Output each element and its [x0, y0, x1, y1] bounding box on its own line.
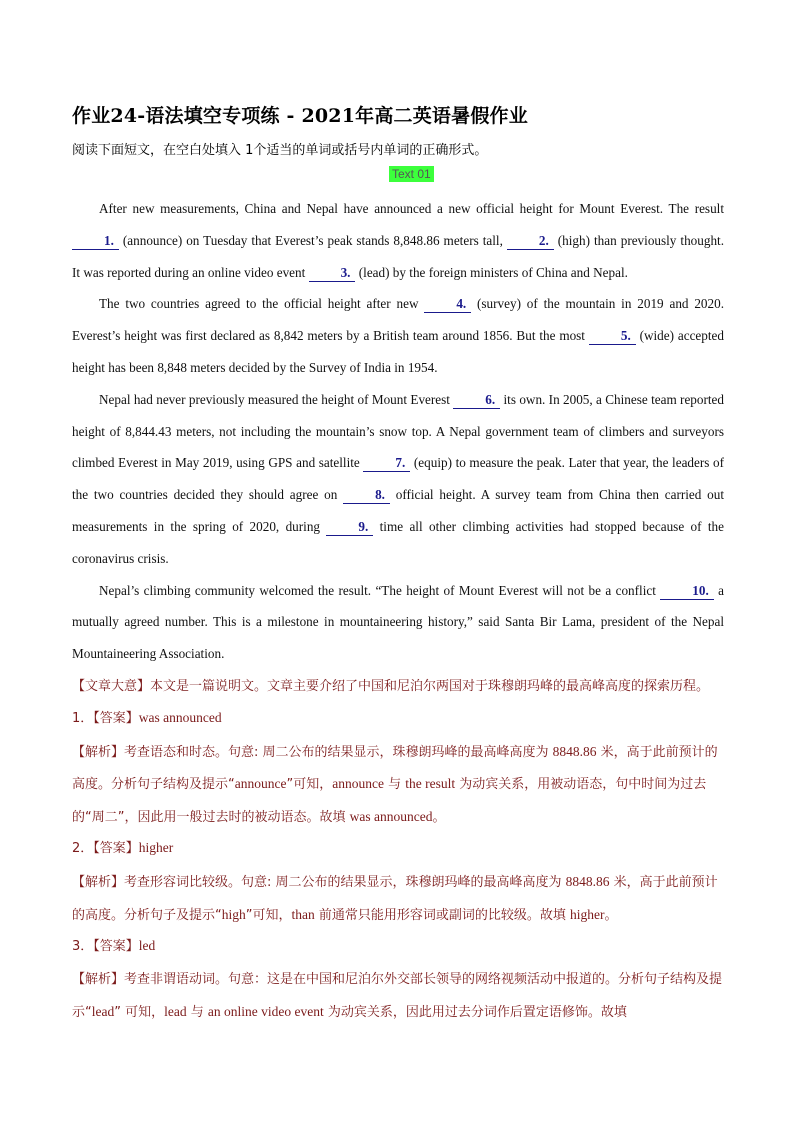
paragraph-2: The two countries agreed to the official height after new 4. (survey) of the mountain in 2019 and 2020. Everest’s height was first declared as 8,842 meters by a British team around 1856. But the most 5. (wide) accepted height has been 8,848 meters decided by the Survey of India in 1954. [72, 296, 724, 375]
page-title: 作业24-语法填空专项练 - 2021年高二英语暑假作业 [72, 105, 528, 127]
paragraph-4: Nepal’s climbing community welcomed the result. “The height of Mount Everest will not be a conflict 10. a mutually agreed number. This is a milestone in mountaineering history,” said Santa Bir Lama, president of the Nepal Mountaineering Association. [72, 582, 724, 662]
text-label-highlight: Text 01 [389, 166, 434, 182]
paragraph-1: After new measurements, China and Nepal have announced a new official height for Mount Everest. The result 1. (announce) on Tuesday that Everest’s peak stands 8,848.86 meters tall, 2. (high) than previously thought. It was reported during an online video event 3. (lead) by the foreign ministers of China and Nepal. [72, 201, 724, 280]
instruction-text: 阅读下面短文，在空白处填入 1个适当的单词或括号内单词的正确形式。 [72, 143, 488, 158]
blank-8: 8. [343, 487, 390, 504]
blank-2: 2. [507, 233, 554, 250]
blank-3: 3. [309, 265, 356, 282]
blank-6: 6. [453, 392, 500, 409]
blank-7: 7. [363, 455, 410, 472]
blank-5: 5. [589, 328, 636, 345]
analysis-1: 【解析】考查语态和时态。句意: 周二公布的结果显示，珠穆朗玛峰的最高峰高度为 8848.86 米，高于此前预计的高度。分析句子结构及提示“announce”可知，announce 与 the result 为动宾关系，用被动语态，句中时间为过去的“周二”，因此用一般过去时的被动语态。故填 was announced。 [72, 743, 718, 825]
answer-2: 2．【答案】higher [72, 840, 174, 856]
blank-4: 4. [424, 296, 471, 313]
summary: 【文章大意】本文是一篇说明文。文章主要介绍了中国和尼泊尔两国对于珠穆朗玛峰的最高峰高度的探索历程。 [72, 679, 710, 694]
analysis-2: 【解析】考查形容词比较级。句意: 周二公布的结果显示，珠穆朗玛峰的最高峰高度为 8848.86 米，高于此前预计的高度。分析句子及提示“high”可知，than 前通常只能用形容词或副词的比较级。故填 higher。 [72, 874, 718, 923]
answer-section [72, 671, 724, 1028]
blank-1: 1. [72, 233, 119, 250]
paragraph-3: Nepal had never previously measured the height of Mount Everest 6. its own. In 2005, a Chinese team reported height of 8,844.43 meters, not including the mountain’s snow top. A Nepal government team of climbers and surveyors climbed Everest in May 2019, using GPS and satellite 7. (equip) to measure the peak. Later that year, the leaders of the two countries decided they should agree on 8. official height. A survey team from China then carried out measurements in the spring of 2020, during 9. time all other climbing activities had stopped because of the coronavirus crisis. [72, 391, 724, 566]
blank-10: 10. [660, 583, 713, 600]
answer-1: 1．【答案】was announced [72, 709, 222, 726]
blank-9: 9. [326, 519, 373, 536]
answer-3: 3．【答案】led [72, 938, 156, 954]
analysis-3: 【解析】考查非谓语动词。句意：这是在中国和尼泊尔外交部长领导的网络视频活动中报道的。分析句子结构及提示“lead” 可知，lead 与 an online video event 为动宾关系，因此用过去分词作后置定语修饰。故填 [72, 972, 723, 1020]
article-body [72, 193, 724, 670]
